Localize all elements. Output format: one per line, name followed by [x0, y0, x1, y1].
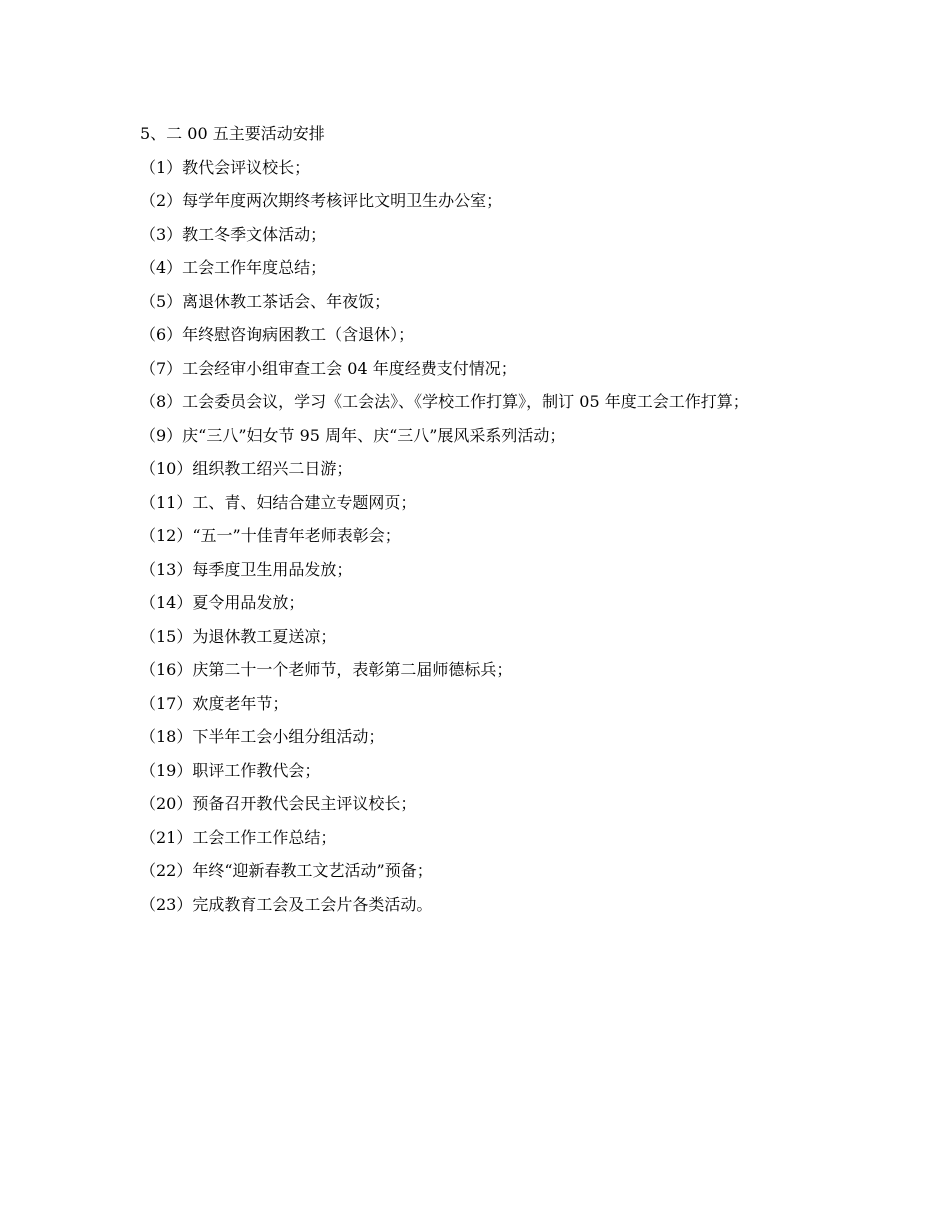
- list-item: （19）职评工作教代会；: [140, 760, 321, 780]
- list-item: （3）教工冬季文体活动；: [140, 224, 327, 244]
- list-item: （4）工会工作年度总结；: [140, 258, 327, 277]
- list-item: （18）下半年工会小组分组活动；: [140, 727, 385, 746]
- document-body: [140, 117, 820, 921]
- list-item: （8）工会委员会议，学习《工会法》、《学校工作打算》，制订 05 年度工会工作打算；: [140, 392, 749, 411]
- list-item: （22）年终“迎新春教工文艺活动”预备；: [140, 861, 433, 880]
- list-item: （1）教代会评议校长；: [140, 157, 311, 177]
- list-item: （17）欢度老年节；: [140, 693, 289, 713]
- activity-list: [140, 151, 820, 922]
- list-item: （12）“五一”十佳青年老师表彰会；: [140, 526, 401, 545]
- list-item: （6）年终慰咨询病困教工（含退休）；: [140, 325, 415, 344]
- list-item: （9）庆“三八”妇女节 95 周年、庆“三八”展风采系列活动；: [140, 425, 566, 445]
- list-item: （13）每季度卫生用品发放；: [140, 559, 353, 579]
- list-item: （7）工会经审小组审查工会 04 年度经费支付情况；: [140, 358, 517, 378]
- list-item: （16）庆第二十一个老师节，表彰第二届师德标兵；: [140, 660, 513, 679]
- list-item: （23）完成教育工会及工会片各类活动。: [140, 894, 433, 914]
- list-item: （14）夏令用品发放；: [140, 593, 305, 612]
- list-item: （5）离退休教工茶话会、年夜饭；: [140, 291, 391, 311]
- list-item: （20）预备召开教代会民主评议校长；: [140, 794, 417, 813]
- list-item: （15）为退休教工夏送凉；: [140, 626, 337, 646]
- list-item: （21）工会工作工作总结；: [140, 827, 337, 847]
- list-item: （11）工、青、妇结合建立专题网页；: [140, 492, 417, 512]
- list-item: （10）组织教工绍兴二日游；: [140, 459, 353, 478]
- section-heading: 5、二 00 五主要活动安排: [140, 124, 325, 143]
- list-item: （2）每学年度两次期终考核评比文明卫生办公室；: [140, 191, 503, 210]
